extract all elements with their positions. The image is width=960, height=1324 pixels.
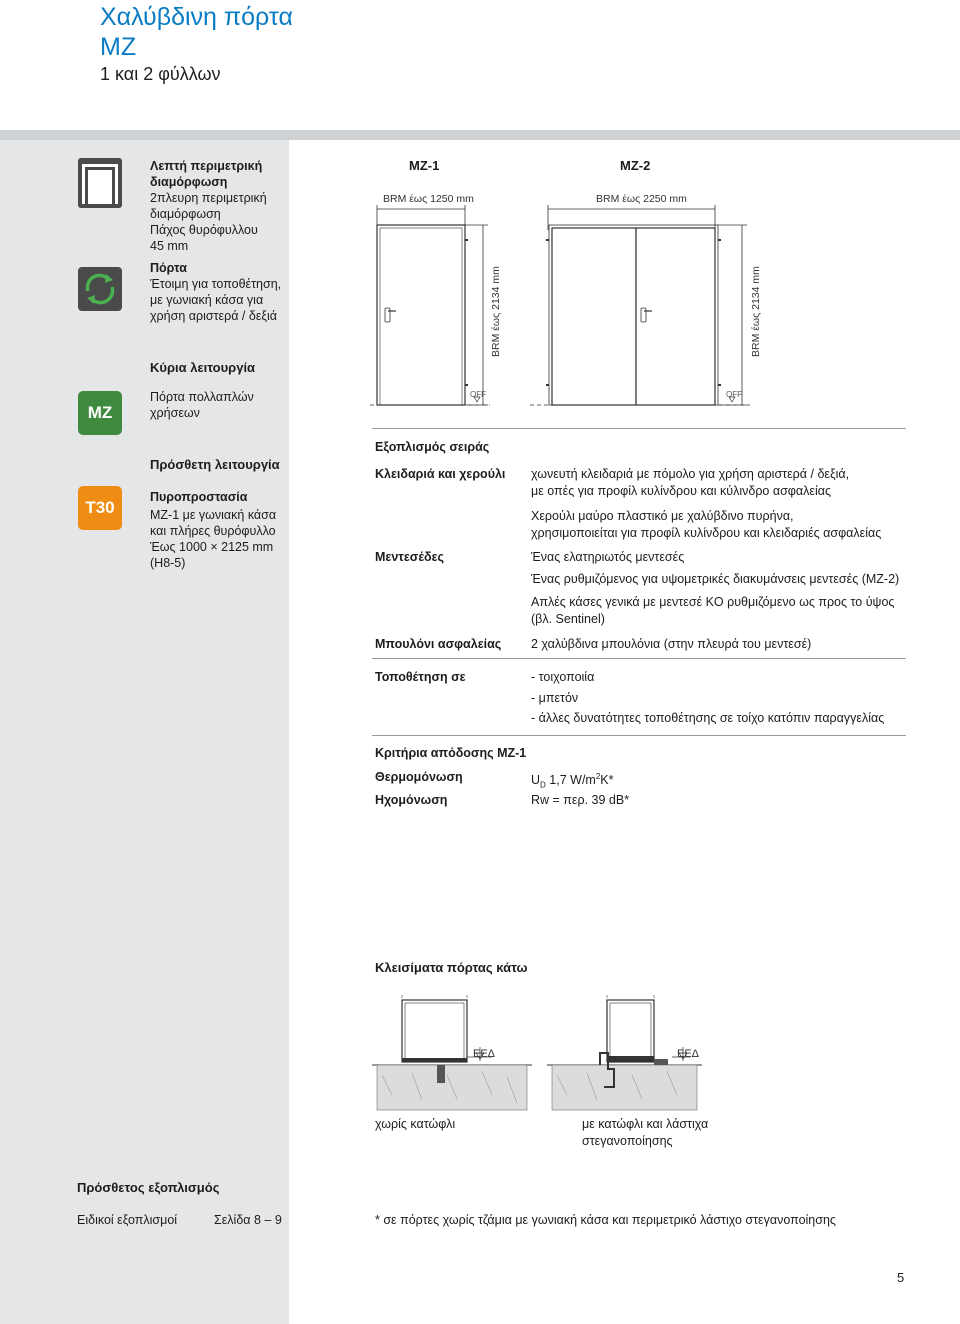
section-divider (372, 735, 906, 736)
closure-caption-2-line: στεγανοποίησης (582, 1134, 673, 1148)
closures-heading: Κλεισίματα πόρτας κάτω (375, 960, 528, 975)
equipment-heading: Εξοπλισμός σειράς (375, 440, 490, 454)
section-divider (372, 428, 906, 429)
mz2-label: MZ-2 (620, 158, 651, 173)
frame-line: Πάχος θυρόφυλλου (150, 223, 258, 237)
fire-line: και πλήρες θυρόφυλλο (150, 524, 276, 538)
reversible-door-icon (78, 267, 122, 316)
door-line: με γωνιακή κάσα για (150, 293, 264, 307)
thermal-value (531, 768, 614, 794)
thermal-number: 1,7 W/m (549, 773, 596, 788)
sound-value: Rw = περ. 39 dB* (531, 793, 630, 807)
t30-badge: T30 (78, 486, 122, 530)
security-bolt-label: Μπουλόνι ασφαλείας (375, 637, 502, 651)
mz-badge: MZ (78, 391, 122, 435)
door-line: Έτοιμη για τοποθέτηση, (150, 277, 282, 291)
lock-line: χωνευτή κλειδαριά με πόμολο για χρήση αριστερά / δεξιά, (531, 467, 850, 481)
handle-line: χρησιμοποιείται για προφίλ κυλίνδρου και κλειδαριές ασφαλείας (531, 526, 882, 540)
fire-line: Έως 1000 × 2125 mm (150, 540, 274, 554)
door-line: χρήση αριστερά / δεξιά (150, 309, 277, 323)
section-divider (372, 658, 906, 659)
installation-label: Τοποθέτηση σε (375, 670, 466, 684)
special-equipment-text: Ειδικοί εξοπλισμοί (77, 1213, 178, 1227)
title-line-2: MZ (100, 33, 137, 61)
header-divider-bar (0, 130, 960, 140)
ko-hinge-line: Απλές κάσες γενικά με μεντεσέ KO ρυθμιζόμενο ως προς το ύψος (531, 595, 895, 609)
fire-protection-description (150, 489, 285, 571)
frame-profile-icon (78, 158, 122, 213)
thermal-sup: 2 (595, 772, 601, 781)
page-title (100, 2, 293, 62)
mz1-label: MZ-1 (409, 158, 440, 173)
off-label-1: OFF (470, 390, 486, 399)
off-label-2: OFF (726, 390, 742, 399)
mz2-height-dimension: BRM έως 2134 mm (750, 266, 762, 357)
installation-item: - μπετόν (531, 691, 579, 705)
fire-line: (H8-5) (150, 556, 186, 570)
lock-handle-label: Κλειδαριά και χερούλι (375, 467, 506, 481)
mz1-height-dimension: BRM έως 2134 mm (490, 266, 502, 357)
door-description (150, 260, 285, 324)
thermal-unit: K* (600, 773, 614, 788)
hinges-label: Μεντεσέδες (375, 550, 445, 564)
mz-description (150, 389, 254, 421)
handle-description (531, 508, 881, 542)
closure-caption-1: χωρίς κατώφλι (375, 1117, 456, 1131)
additional-function-heading: Πρόσθετη λειτουργία (150, 457, 280, 472)
eed-label-1: ΕΕΔ (473, 1048, 496, 1060)
frame-line: 2πλευρη περιμετρική (150, 191, 267, 205)
adjustable-hinge-text: Ένας ρυθμιζόμενος για υψομετρικές διακυμάνσεις μεντεσές (MZ-2) (531, 572, 900, 586)
handle-line: Χερούλι μαύρο πλαστικό με χαλύβδινο πυρήνα, (531, 509, 794, 523)
footnote: * σε πόρτες χωρίς τζάμια με γωνιακή κάσα και περιμετρικό λάστιχο στεγανοποίησης (375, 1213, 836, 1227)
eed-label-2: ΕΕΔ (677, 1048, 700, 1060)
mz-line: χρήσεων (150, 406, 200, 420)
security-bolt-text: 2 χαλύβδινα μπουλόνια (στην πλευρά του μεντεσέ) (531, 637, 812, 651)
thermal-sub: D (540, 780, 546, 790)
additional-equipment-heading: Πρόσθετος εξοπλισμός (77, 1180, 220, 1195)
frame-description (150, 158, 285, 254)
closure-caption-2-line: με κατώφλι και λάστιχα (582, 1117, 709, 1131)
page-subtitle: 1 και 2 φύλλων (100, 64, 221, 84)
ko-hinge-line: (βλ. Sentinel) (531, 612, 605, 626)
frame-title: Λεπτή περιμετρική διαμόρφωση (150, 159, 263, 189)
page-number: 5 (897, 1270, 905, 1285)
door-title: Πόρτα (150, 261, 187, 275)
lock-description (531, 466, 849, 500)
special-equipment-page: Σελίδα 8 – 9 (214, 1213, 282, 1227)
lock-line: με οπές για προφίλ κυλίνδρου και κύλινδρο ασφαλείας (531, 484, 831, 498)
closure-caption-2 (582, 1116, 708, 1150)
mz2-width-dimension: BRM έως 2250 mm (596, 193, 687, 205)
main-function-heading: Κύρια λειτουργία (150, 360, 256, 375)
door-drawings (370, 200, 780, 417)
closure-drawings (372, 995, 702, 1120)
thermal-label: Θερμομόνωση (375, 770, 463, 784)
thermal-u: U (531, 773, 541, 788)
ko-hinge-text (531, 594, 894, 628)
performance-heading: Κριτήρια απόδοσης MZ-1 (375, 746, 527, 760)
sound-label: Ηχομόνωση (375, 793, 448, 807)
mz1-width-dimension: BRM έως 1250 mm (383, 193, 474, 205)
frame-line: 45 mm (150, 239, 189, 253)
fire-line: MZ-1 με γωνιακή κάσα (150, 508, 277, 522)
title-line-1: Χαλύβδινη πόρτα (100, 3, 293, 31)
installation-item: - άλλες δυνατότητες τοποθέτησης σε τοίχο κατόπιν παραγγελίας (531, 711, 885, 725)
frame-line: διαμόρφωση (150, 207, 221, 221)
spring-hinge-text: Ένας ελατηριωτός μεντεσές (531, 550, 685, 564)
mz-line: Πόρτα πολλαπλών (150, 390, 254, 404)
fire-title: Πυροπροστασία (150, 490, 248, 504)
installation-item: - τοιχοποιία (531, 670, 595, 684)
